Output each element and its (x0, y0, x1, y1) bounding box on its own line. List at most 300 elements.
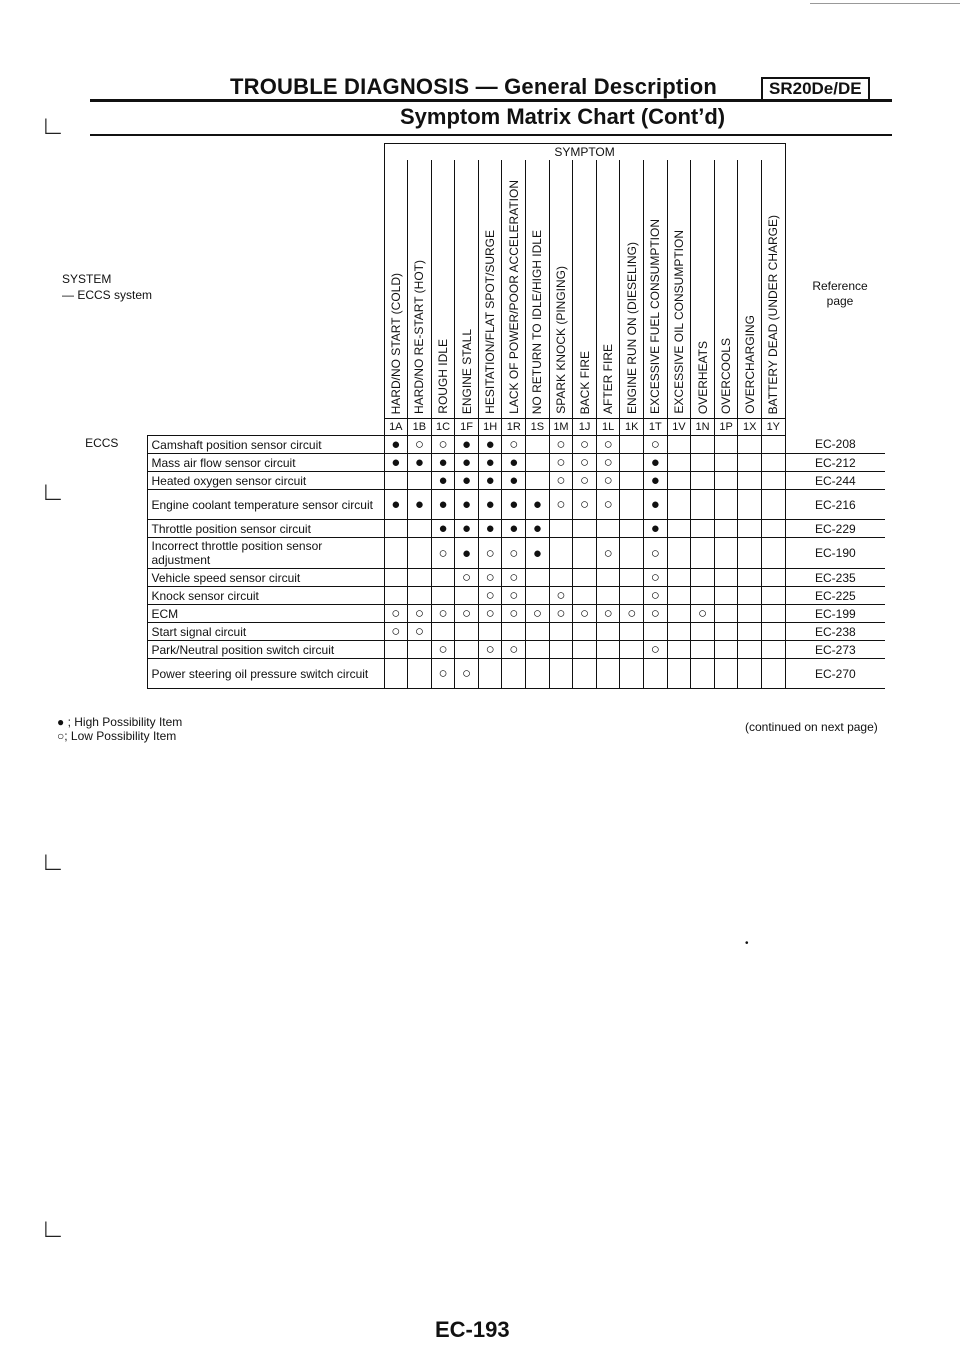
diagnostic-item: Incorrect throttle position sensor adjustment (147, 538, 384, 569)
empty-cell (714, 605, 738, 623)
symptom-column-header (549, 160, 573, 419)
low-possibility-mark: ○ (408, 623, 432, 641)
empty-cell (762, 605, 786, 623)
high-possibility-mark: ● (408, 454, 432, 472)
empty-cell (738, 520, 762, 538)
empty-cell (408, 659, 432, 689)
low-possibility-mark: ○ (502, 641, 526, 659)
empty-cell (667, 569, 691, 587)
low-possibility-mark: ○ (384, 605, 408, 623)
high-possibility-mark: ● (431, 520, 455, 538)
table-row (57, 587, 885, 605)
empty-cell (738, 623, 762, 641)
empty-cell (738, 569, 762, 587)
empty-cell (408, 569, 432, 587)
low-possibility-mark: ○ (408, 436, 432, 454)
symptom-name: AFTER FIRE (601, 343, 616, 414)
symptom-name: HARD/NO START (COLD) (388, 272, 403, 414)
high-possibility-mark: ● (644, 520, 668, 538)
symptom-name: EXCESSIVE OIL CONSUMPTION (671, 230, 686, 414)
symptom-name: SPARK KNOCK (PINGING) (553, 266, 568, 414)
low-possibility-mark: ○ (431, 538, 455, 569)
low-possibility-mark: ○ (596, 436, 620, 454)
empty-cell (478, 623, 502, 641)
symptom-column-header (502, 160, 526, 419)
page-subtitle: Symptom Matrix Chart (Cont’d) (400, 104, 726, 129)
empty-cell (549, 641, 573, 659)
page-number: EC-193 (435, 1317, 510, 1342)
system-label-line: — ECCS system (62, 288, 153, 302)
empty-cell (408, 472, 432, 490)
low-possibility-mark: ○ (644, 605, 668, 623)
subtitle-rule (90, 134, 892, 136)
symptom-code: 1C (431, 419, 455, 436)
symptom-name: OVERCHARGING (742, 315, 757, 414)
empty-cell (384, 659, 408, 689)
empty-cell (667, 641, 691, 659)
symptom-code: 1S (526, 419, 550, 436)
symptom-name: ENGINE RUN ON (DIESELING) (624, 241, 639, 414)
empty-cell (691, 659, 715, 689)
empty-cell (596, 623, 620, 641)
low-possibility-mark: ○ (549, 490, 573, 520)
symptom-name: HESITATION/FLAT SPOT/SURGE (483, 230, 498, 414)
symptom-code: 1K (620, 419, 644, 436)
low-possibility-mark: ○ (596, 538, 620, 569)
reference-label-line: Reference (812, 279, 868, 293)
empty-cell (384, 641, 408, 659)
table-row (57, 659, 885, 689)
low-possibility-mark: ○ (408, 605, 432, 623)
empty-cell (762, 520, 786, 538)
reference-page: EC-238 (785, 623, 885, 641)
empty-cell (691, 587, 715, 605)
empty-cell (762, 454, 786, 472)
empty-cell (691, 472, 715, 490)
symptom-header: SYMPTOM (384, 144, 785, 161)
high-possibility-mark: ● (384, 490, 408, 520)
high-possibility-mark: ● (455, 520, 479, 538)
symptom-name: EXCESSIVE FUEL CONSUMPTION (648, 219, 663, 414)
empty-cell (408, 641, 432, 659)
empty-cell (502, 659, 526, 689)
empty-cell (384, 569, 408, 587)
empty-cell (644, 623, 668, 641)
empty-cell (714, 472, 738, 490)
empty-cell (596, 587, 620, 605)
high-possibility-mark: ● (431, 454, 455, 472)
low-possibility-mark: ○ (455, 605, 479, 623)
diagnostic-item: Throttle position sensor circuit (147, 520, 384, 538)
symptom-name: BATTERY DEAD (UNDER CHARGE) (766, 214, 781, 414)
empty-cell (762, 490, 786, 520)
empty-cell (738, 472, 762, 490)
low-possibility-mark: ○ (691, 605, 715, 623)
empty-cell (691, 569, 715, 587)
empty-cell (691, 623, 715, 641)
symptom-name: HARD/NO RE-START (HOT) (412, 259, 427, 414)
high-possibility-mark: ● (455, 454, 479, 472)
symptom-code: 1J (573, 419, 597, 436)
symptom-code: 1H (478, 419, 502, 436)
empty-cell (620, 659, 644, 689)
high-possibility-mark: ● (644, 454, 668, 472)
low-possibility-mark: ○ (573, 605, 597, 623)
high-possibility-mark: ● (526, 538, 550, 569)
low-possibility-mark: ○ (455, 659, 479, 689)
system-group-cell (57, 569, 147, 587)
empty-cell (620, 538, 644, 569)
high-possibility-mark: ● (644, 490, 668, 520)
low-possibility-mark: ○ (502, 538, 526, 569)
high-possibility-mark: ● (384, 436, 408, 454)
symptom-code: 1R (502, 419, 526, 436)
reference-page: EC-244 (785, 472, 885, 490)
empty-cell (714, 538, 738, 569)
empty-cell (408, 587, 432, 605)
high-possibility-mark: ● (478, 472, 502, 490)
empty-cell (667, 605, 691, 623)
high-possibility-mark: ● (455, 472, 479, 490)
empty-cell (620, 587, 644, 605)
empty-cell (762, 587, 786, 605)
high-possibility-mark: ● (431, 490, 455, 520)
empty-cell (667, 472, 691, 490)
symptom-column-header (596, 160, 620, 419)
high-possibility-mark: ● (502, 472, 526, 490)
reference-page: EC-225 (785, 587, 885, 605)
empty-cell (667, 659, 691, 689)
high-possibility-mark: ● (408, 490, 432, 520)
low-possibility-mark: ○ (620, 605, 644, 623)
system-group-cell (57, 659, 147, 689)
low-possibility-mark: ○ (596, 605, 620, 623)
empty-cell (455, 641, 479, 659)
empty-cell (691, 641, 715, 659)
empty-cell (549, 569, 573, 587)
symptom-column-header (714, 160, 738, 419)
low-possibility-mark: ○ (644, 538, 668, 569)
low-possibility-mark: ○ (549, 454, 573, 472)
high-possibility-mark: ● (478, 436, 502, 454)
high-possibility-mark: ● (502, 490, 526, 520)
symptom-column-header (667, 160, 691, 419)
high-possibility-mark: ● (478, 490, 502, 520)
high-possibility-mark: ● (384, 454, 408, 472)
empty-cell (620, 623, 644, 641)
binding-mark: ∟ (40, 110, 66, 140)
low-possibility-mark: ○ (644, 569, 668, 587)
symptom-code: 1M (549, 419, 573, 436)
symptom-column-header (408, 160, 432, 419)
empty-cell (408, 538, 432, 569)
low-possibility-mark: ○ (478, 641, 502, 659)
legend (57, 715, 182, 743)
empty-cell (526, 587, 550, 605)
diagnostic-item: Camshaft position sensor circuit (147, 436, 384, 454)
empty-cell (667, 490, 691, 520)
empty-cell (573, 520, 597, 538)
system-group-cell (57, 605, 147, 623)
low-possibility-mark: ○ (644, 587, 668, 605)
empty-cell (691, 436, 715, 454)
diagnostic-item: Start signal circuit (147, 623, 384, 641)
symptom-name: LACK OF POWER/POOR ACCELERATION (506, 180, 521, 414)
empty-cell (526, 623, 550, 641)
low-possibility-mark: ○ (384, 623, 408, 641)
binding-mark: ∟ (40, 476, 66, 506)
empty-cell (691, 454, 715, 472)
empty-cell (384, 538, 408, 569)
system-group-cell (57, 641, 147, 659)
diagnostic-item: Park/Neutral position switch circuit (147, 641, 384, 659)
empty-cell (714, 587, 738, 605)
empty-cell (573, 587, 597, 605)
symptom-code: 1N (691, 419, 715, 436)
table-row (57, 641, 885, 659)
symptom-column-header (478, 160, 502, 419)
empty-cell (620, 454, 644, 472)
table-row (57, 436, 885, 454)
empty-cell (408, 520, 432, 538)
empty-cell (738, 436, 762, 454)
empty-cell (526, 569, 550, 587)
empty-cell (620, 569, 644, 587)
empty-cell (738, 490, 762, 520)
symptom-column-header (573, 160, 597, 419)
symptom-column-header (620, 160, 644, 419)
empty-cell (596, 641, 620, 659)
empty-cell (738, 641, 762, 659)
high-possibility-mark: ● (526, 520, 550, 538)
symptom-name: OVERCOOLS (719, 337, 734, 414)
empty-cell (502, 623, 526, 641)
low-possibility-mark: ○ (573, 472, 597, 490)
empty-cell (762, 569, 786, 587)
table-row (57, 623, 885, 641)
reference-page: EC-273 (785, 641, 885, 659)
diagnostic-item: Knock sensor circuit (147, 587, 384, 605)
empty-cell (714, 436, 738, 454)
empty-cell (455, 623, 479, 641)
empty-cell (714, 623, 738, 641)
reference-page: EC-235 (785, 569, 885, 587)
system-group-cell (57, 454, 147, 472)
diagnostic-item: ECM (147, 605, 384, 623)
empty-cell (573, 641, 597, 659)
page-title: TROUBLE DIAGNOSIS — General Description (230, 74, 717, 99)
low-possibility-mark: ○ (431, 605, 455, 623)
legend-low: ○; Low Possibility Item (57, 729, 177, 743)
symptom-code: 1A (384, 419, 408, 436)
empty-cell (691, 490, 715, 520)
low-possibility-mark: ○ (644, 436, 668, 454)
low-possibility-mark: ○ (478, 569, 502, 587)
low-possibility-mark: ○ (549, 436, 573, 454)
symptom-code: 1T (644, 419, 668, 436)
low-possibility-mark: ○ (431, 641, 455, 659)
empty-cell (549, 623, 573, 641)
empty-cell (762, 641, 786, 659)
top-edge-line (810, 3, 960, 4)
empty-cell (738, 587, 762, 605)
low-possibility-mark: ○ (596, 490, 620, 520)
low-possibility-mark: ○ (502, 605, 526, 623)
system-group-cell (57, 490, 147, 520)
empty-cell (431, 569, 455, 587)
empty-cell (714, 569, 738, 587)
continued-note: (continued on next page) (745, 720, 878, 734)
low-possibility-mark: ○ (644, 641, 668, 659)
high-possibility-mark: ● (502, 520, 526, 538)
empty-cell (573, 659, 597, 689)
high-possibility-mark: ● (455, 538, 479, 569)
empty-cell (714, 520, 738, 538)
empty-cell (549, 659, 573, 689)
empty-cell (573, 623, 597, 641)
empty-cell (478, 659, 502, 689)
table-row (57, 490, 885, 520)
empty-cell (596, 520, 620, 538)
low-possibility-mark: ○ (549, 605, 573, 623)
low-possibility-mark: ○ (526, 605, 550, 623)
empty-cell (667, 623, 691, 641)
symptom-column-header (384, 160, 408, 419)
reference-page: EC-199 (785, 605, 885, 623)
low-possibility-mark: ○ (596, 454, 620, 472)
low-possibility-mark: ○ (573, 436, 597, 454)
system-group-cell (57, 587, 147, 605)
table-row (57, 454, 885, 472)
empty-cell (549, 538, 573, 569)
empty-cell (573, 569, 597, 587)
low-possibility-mark: ○ (502, 587, 526, 605)
empty-cell (738, 605, 762, 623)
low-possibility-mark: ○ (549, 472, 573, 490)
empty-cell (667, 538, 691, 569)
high-possibility-mark: ● (478, 520, 502, 538)
symptom-code: 1B (408, 419, 432, 436)
binding-mark: ∟ (40, 1213, 66, 1243)
diagnostic-item: Mass air flow sensor circuit (147, 454, 384, 472)
symptom-code: 1X (738, 419, 762, 436)
table-row (57, 569, 885, 587)
empty-cell (573, 538, 597, 569)
system-group-cell (57, 520, 147, 538)
binding-mark: ∟ (40, 846, 66, 876)
empty-cell (691, 520, 715, 538)
symptom-name: OVERHEATS (695, 340, 710, 414)
empty-cell (455, 587, 479, 605)
empty-cell (620, 641, 644, 659)
empty-cell (714, 490, 738, 520)
diagnostic-item: Vehicle speed sensor circuit (147, 569, 384, 587)
empty-cell (667, 436, 691, 454)
low-possibility-mark: ○ (455, 569, 479, 587)
empty-cell (714, 454, 738, 472)
symptom-column-header (738, 160, 762, 419)
symptom-code: 1V (667, 419, 691, 436)
empty-cell (620, 472, 644, 490)
empty-cell (644, 659, 668, 689)
empty-cell (384, 587, 408, 605)
symptom-name: ROUGH IDLE (435, 339, 450, 414)
high-possibility-mark: ● (526, 490, 550, 520)
empty-cell (526, 472, 550, 490)
empty-cell (738, 659, 762, 689)
empty-cell (714, 641, 738, 659)
symptom-name: ENGINE STALL (459, 328, 474, 414)
diagnostic-item: Power steering oil pressure switch circuit (147, 659, 384, 689)
symptom-code: 1F (455, 419, 479, 436)
empty-cell (762, 659, 786, 689)
reference-page: EC-208 (785, 436, 885, 454)
symptom-column-header (691, 160, 715, 419)
system-group-cell: ECCS (85, 435, 119, 450)
reference-page: EC-216 (785, 490, 885, 520)
high-possibility-mark: ● (502, 454, 526, 472)
symptom-column-header (526, 160, 550, 419)
empty-cell (431, 623, 455, 641)
empty-cell (596, 659, 620, 689)
legend-high: ● ; High Possibility Item (57, 715, 183, 729)
empty-cell (596, 569, 620, 587)
empty-cell (667, 454, 691, 472)
high-possibility-mark: ● (455, 490, 479, 520)
system-group-cell (57, 538, 147, 569)
symptom-code: 1P (714, 419, 738, 436)
empty-cell (549, 520, 573, 538)
empty-cell (762, 436, 786, 454)
empty-cell (620, 436, 644, 454)
empty-cell (762, 623, 786, 641)
empty-cell (526, 659, 550, 689)
empty-cell (738, 454, 762, 472)
empty-cell (384, 472, 408, 490)
empty-cell (526, 641, 550, 659)
engine-badge: SR20De/DE (761, 77, 870, 101)
symptom-matrix-table (57, 143, 885, 689)
empty-cell (762, 538, 786, 569)
low-possibility-mark: ○ (478, 587, 502, 605)
symptom-column-header (644, 160, 668, 419)
table-row (57, 605, 885, 623)
empty-cell (620, 520, 644, 538)
table-row (57, 520, 885, 538)
symptom-name: BACK FIRE (577, 350, 592, 414)
reference-page: EC-229 (785, 520, 885, 538)
empty-cell (714, 659, 738, 689)
high-possibility-mark: ● (431, 472, 455, 490)
system-label-line: SYSTEM (62, 272, 112, 286)
empty-cell (384, 520, 408, 538)
empty-cell (691, 538, 715, 569)
empty-cell (431, 587, 455, 605)
low-possibility-mark: ○ (478, 538, 502, 569)
empty-cell (762, 472, 786, 490)
low-possibility-mark: ○ (573, 490, 597, 520)
symptom-column-header (431, 160, 455, 419)
low-possibility-mark: ○ (478, 605, 502, 623)
symptom-code: 1L (596, 419, 620, 436)
empty-cell (620, 490, 644, 520)
low-possibility-mark: ○ (431, 659, 455, 689)
high-possibility-mark: ● (455, 436, 479, 454)
symptom-column-header (455, 160, 479, 419)
reference-page: EC-270 (785, 659, 885, 689)
title-rule (90, 99, 892, 102)
low-possibility-mark: ○ (502, 436, 526, 454)
